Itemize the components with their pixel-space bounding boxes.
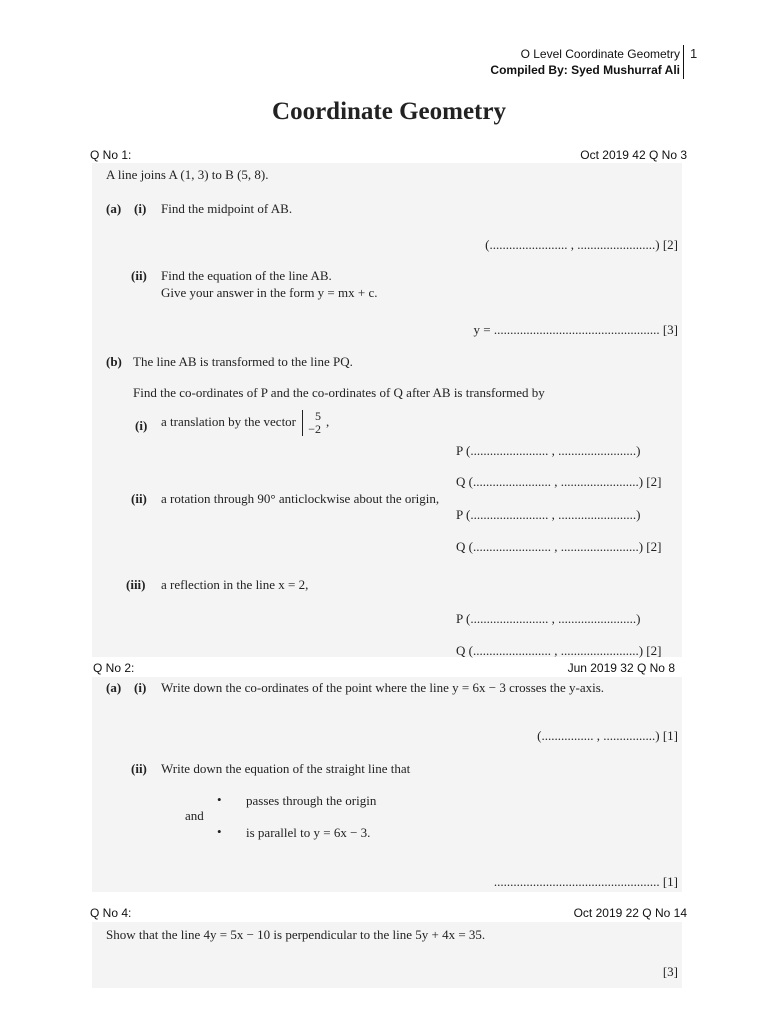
q1-ai-label: (i) [134,201,147,216]
q1-ai-answer: (........................ , ........................) [2] [485,237,678,252]
header-divider [683,45,684,79]
q2-source: Jun 2019 32 Q No 8 [567,661,675,675]
page-header [380,46,680,78]
q1-b-label: (b) [106,354,122,369]
q1-aii-answer: y = ................................................... [3] [473,322,678,337]
q1-bi-label: (i) [135,418,148,433]
q2-label: Q No 2: [93,661,135,675]
q1-biii-q-answer: Q (........................ , ........................) [2] [456,643,662,658]
q2-and: and [185,808,204,823]
q1-bii-p-answer: P (........................ , ........................) [456,507,641,522]
q1-biii-text: a reflection in the line x = 2, [161,577,309,592]
vector-bottom: −2 [303,423,326,436]
q1-bii-label: (ii) [131,491,147,506]
q1-label: Q No 1: [90,148,132,162]
q1-bii-text: a rotation through 90° anticlockwise about the origin, [161,491,440,506]
q2-ai-text: Write down the co-ordinates of the point where the line y = 6x − 3 crosses the y-axis. [161,680,605,695]
q2-a-label: (a) [106,680,122,695]
bullet-icon: • [217,792,222,807]
header-author: Compiled By: Syed Mushurraf Ali [490,63,680,77]
q1-a-label: (a) [106,201,122,216]
q1-bi-q-answer: Q (........................ , ........................) [2] [456,474,662,489]
q2-bullet2: is parallel to y = 6x − 3. [246,825,371,840]
q4-label: Q No 4: [90,906,132,920]
q1-bi-line [161,410,329,436]
translation-vector [302,410,326,436]
q1-biii-p-answer: P (........................ , ........................) [456,611,641,626]
q1-source: Oct 2019 42 Q No 3 [580,148,687,162]
q1-b-text2: Find the co-ordinates of P and the co-ordinates of Q after AB is transformed by [133,385,545,400]
q1-bi-text: a translation by the vector [161,413,297,429]
vector-top: 5 [303,410,326,423]
q1-ai-text: Find the midpoint of AB. [161,201,293,216]
q1-bii-q-answer: Q (........................ , ........................) [2] [456,539,662,554]
q2-scan-area [92,677,682,892]
q2-aii-text: Write down the equation of the straight line that [161,761,411,776]
header-title: O Level Coordinate Geometry [520,47,680,61]
q1-aii-text1: Find the equation of the line AB. [161,268,332,283]
q2-aii-label: (ii) [131,761,147,776]
q1-aii-text2: Give your answer in the form y = mx + c. [161,285,378,300]
q2-ai-label: (i) [134,680,147,695]
page-number: 1 [690,46,698,61]
vector-comma: , [326,413,330,429]
q4-source: Oct 2019 22 Q No 14 [573,906,687,920]
q1-aii-label: (ii) [131,268,147,283]
q1-bi-p-answer: P (........................ , ........................) [456,443,641,458]
q1-b-text: The line AB is transformed to the line PQ. [133,354,353,369]
q2-aii-answer: ................................................... [1] [493,874,678,889]
page-title: Coordinate Geometry [272,98,506,125]
q4-text: Show that the line 4y = 5x − 10 is perpendicular to the line 5y + 4x = 35. [106,927,486,942]
q2-ai-answer: (................ , ................) [1] [537,728,678,743]
q2-bullet1: passes through the origin [246,793,377,808]
bullet-icon: • [217,824,222,839]
q4-marks: [3] [662,964,678,979]
q1-biii-label: (iii) [126,577,146,592]
q1-intro: A line joins A (1, 3) to B (5, 8). [106,167,269,182]
